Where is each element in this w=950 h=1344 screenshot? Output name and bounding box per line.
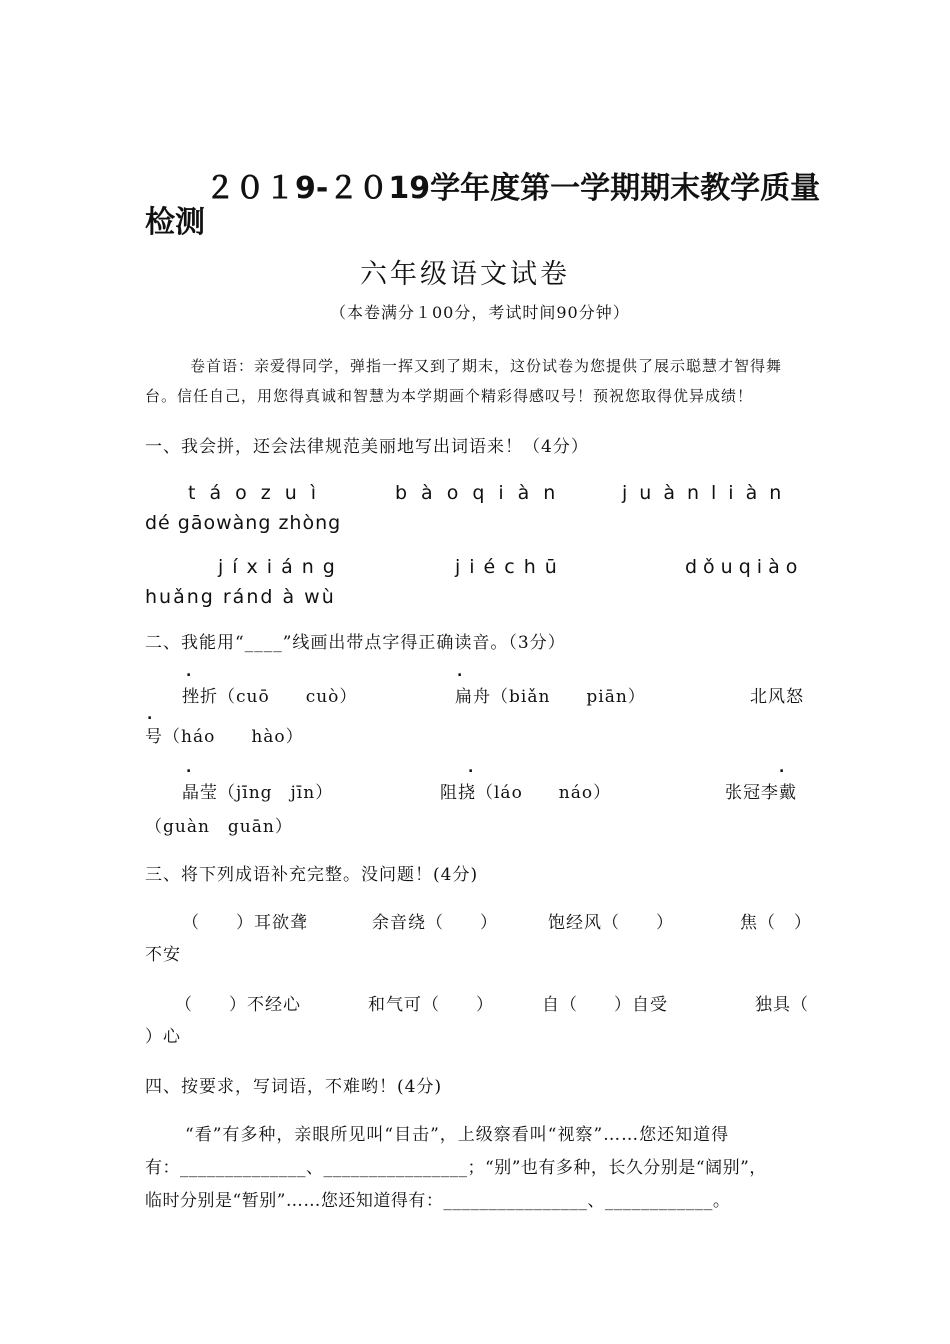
exam-note: （本卷满分１00分，考试时间90分钟） [330,303,630,322]
reading-item: 北风怒 [750,687,804,707]
reading-item: （guàn guān） [145,817,293,837]
section2-heading: 二、我能用“____”线画出带点字得正确读音。（3分） [145,633,566,653]
reading-item: 扁舟（biǎn piān） [455,687,646,707]
idiom-item: 饱经风（ ） [548,913,674,933]
idiom-item: 焦（ ） [740,913,812,933]
intro-line1: 卷首语：亲爱得同学，弹指一挥又到了期末，这份试卷为您提供了展示聪慧才智得舞 [190,357,783,375]
idiom-item: 余音绕（ ） [372,913,498,933]
idiom-item: 不安 [145,945,181,965]
section3-heading: 三、将下列成语补充完整。没问题！(4分) [145,865,479,885]
exam-title-line2: 检测 [145,205,205,240]
emphasis-dot: . [186,664,192,680]
section4-heading: 四、按要求，写词语，不难哟！(4分) [145,1077,443,1097]
emphasis-dot: . [186,760,192,776]
reading-item: 挫折（cuō cuò） [182,687,358,707]
emphasis-dot: . [779,760,785,776]
section1-heading: 一、我会拼，还会法律规范美丽地写出词语来！（4分） [145,437,589,457]
pinyin-word: táozuì [188,482,331,504]
reading-item: 张冠李戴 [725,783,797,803]
intro-line2: 台。信任自己，用您得真诚和智慧为本学期画个精彩得感叹号！预祝您取得优异成绩！ [145,387,754,405]
idiom-item: 独具（ [755,995,809,1015]
pinyin-word: juànliàn [622,482,794,504]
pinyin-word: jiéchū [455,556,566,578]
pinyin-word: huǎng ránd à wù [145,586,336,608]
idiom-item: （ ）不经心 [175,995,301,1015]
pinyin-word: dǒuqiào [685,556,804,578]
emphasis-dot: . [457,664,463,680]
emphasis-dot: . [468,760,474,776]
exam-title-line1: ２０１9-２０19学年度第一学期期末教学质量 [205,171,821,206]
emphasis-dot: . [147,707,153,723]
section4-line3: 临时分别是“暂别”……您还知道得有：________________、____________。 [145,1191,731,1211]
pinyin-word: jíxiáng [218,556,344,578]
reading-item: 晶莹（jīng jīn） [182,783,334,803]
reading-item: 阻挠（láo náo） [440,783,612,803]
idiom-item: ）心 [145,1027,181,1047]
section4-line2: 有：______________、________________；“别”也有多种，长久分别是“阔别”， [145,1158,767,1178]
exam-subtitle: 六年级语文试卷 [360,259,570,290]
idiom-item: 自（ ）自受 [542,995,668,1015]
pinyin-word: dé gāowàng zhòng [145,512,342,534]
section4-line1: “看”有多种，亲眼所见叫“目击”，上级察看叫“视察”……您还知道得 [185,1125,730,1145]
reading-item: 号（háo hào） [145,727,304,747]
idiom-item: （ ）耳欲聋 [182,913,308,933]
idiom-item: 和气可（ ） [368,995,494,1015]
pinyin-word: bàoqiàn [395,482,570,504]
